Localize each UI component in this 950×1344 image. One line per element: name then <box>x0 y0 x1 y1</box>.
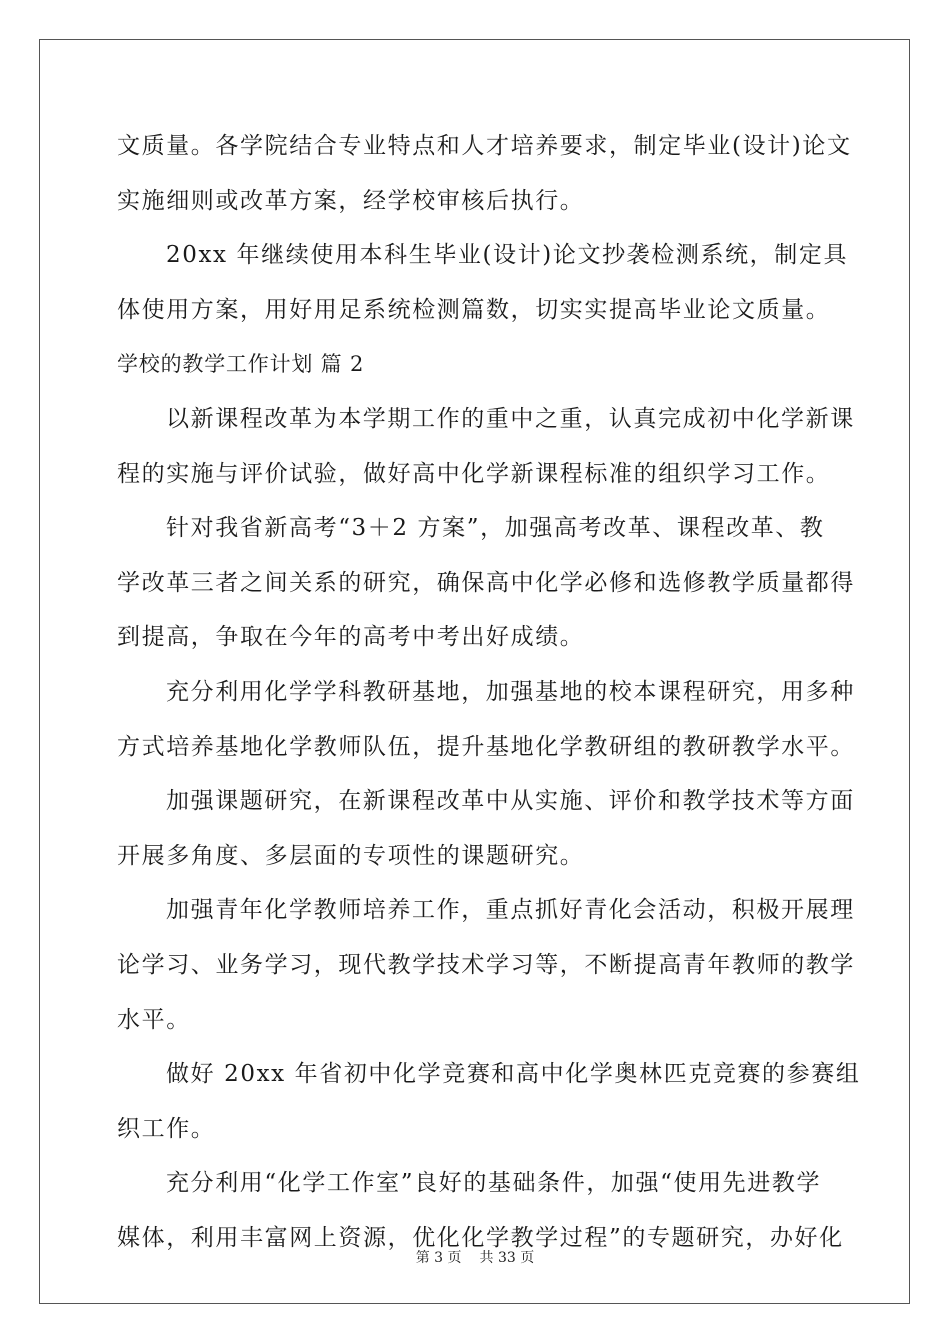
page-footer <box>0 1247 950 1267</box>
body-line: 开展多角度、多层面的专项性的课题研究。 <box>117 842 585 869</box>
body-line: 充分利用化学学科教研基地，加强基地的校本课程研究，用多种 <box>166 679 855 705</box>
body-line: 程的实施与评价试验，做好高中化学新课程标准的组织学习工作。 <box>117 460 831 487</box>
body-line: 针对我省新高考“3＋2 方案”，加强高考改革、课程改革、教 <box>166 515 825 542</box>
body-line: 方式培养基地化学教师队伍，提升基地化学教研组的教研教学水平。 <box>117 733 855 760</box>
section-heading: 学校的教学工作计划 篇 2 <box>117 352 365 377</box>
body-line: 充分利用“化学工作室”良好的基础条件，加强“使用先进教学 <box>166 1170 822 1197</box>
body-line: 到提高，争取在今年的高考中考出好成绩。 <box>117 624 585 651</box>
body-line: 做好 20xx 年省初中化学竞赛和高中化学奥林匹克竞赛的参赛组 <box>166 1061 861 1088</box>
body-line: 20xx 年继续使用本科生毕业(设计)论文抄袭检测系统，制定具 <box>166 242 849 269</box>
body-line: 媒体，利用丰富网上资源，优化化学教学过程”的专题研究，办好化 <box>117 1225 844 1251</box>
body-line: 体使用方案，用好用足系统检测篇数，切实实提高毕业论文质量。 <box>117 296 831 323</box>
body-line: 学改革三者之间关系的研究，确保高中化学必修和选修教学质量都得 <box>117 569 855 596</box>
body-line: 以新课程改革为本学期工作的重中之重，认真完成初中化学新课 <box>166 406 855 432</box>
body-line: 论学习、业务学习，现代教学技术学习等，不断提高青年教师的教学 <box>117 952 855 978</box>
body-line: 织工作。 <box>117 1115 216 1142</box>
page-number: 第 3 页 <box>415 1250 462 1266</box>
body-line: 加强课题研究，在新课程改革中从实施、评价和教学技术等方面 <box>166 788 855 815</box>
body-line: 水平。 <box>117 1006 191 1033</box>
page-total: 共 33 页 <box>479 1250 535 1266</box>
body-line: 加强青年化学教师培养工作，重点抓好青化会活动，积极开展理 <box>166 897 855 924</box>
body-line: 文质量。各学院结合专业特点和人才培养要求，制定毕业(设计)论文 <box>117 133 852 159</box>
body-line: 实施细则或改革方案，经学校审核后执行。 <box>117 187 585 214</box>
